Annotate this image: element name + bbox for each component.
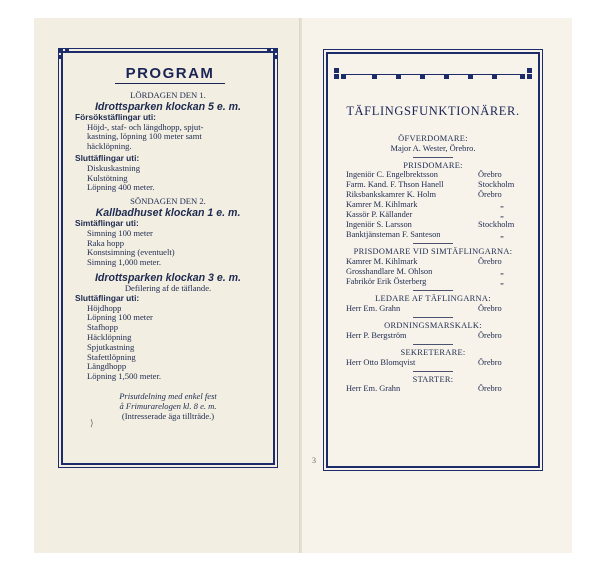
official-row [328, 180, 538, 190]
program-frame [61, 51, 275, 465]
official-name: Herr Em. Grahn [346, 384, 401, 394]
divider [413, 157, 453, 158]
final-2-item: Löpning 1,500 meter. [87, 371, 161, 382]
prelim-label: Försökstäflingar uti: [75, 111, 156, 122]
official-city: Örebro [478, 303, 502, 313]
official-row [328, 304, 538, 314]
official-row [328, 358, 538, 368]
official-name: Farm. Kand. F. Thson Hanell [346, 180, 444, 190]
official-city: „ [500, 200, 504, 210]
official-name: Kamrer M. Kihlmark [346, 200, 418, 210]
swim-item: Konstsimning (eventuelt) [87, 247, 175, 258]
final-2-item: Häcklöpning [87, 331, 132, 342]
officials-frame [326, 52, 540, 468]
officials-list [328, 134, 538, 394]
program-booklet [34, 18, 572, 553]
swim-item: Raka hopp [87, 237, 124, 248]
official-city: Örebro [478, 190, 502, 200]
program-content [63, 91, 273, 421]
official-name: Riksbankskamrer K. Holm [346, 190, 437, 200]
divider [413, 243, 453, 244]
official-city: Örebro [478, 357, 502, 367]
official-city: Stockholm [478, 180, 515, 190]
prelim-line: häcklöpning. [87, 141, 132, 152]
final-2-item: Löpning 100 meter [87, 312, 153, 323]
final-2-label: Sluttäflingar uti: [75, 292, 140, 303]
official-name: Kamrer M. Kihlmark [346, 257, 418, 267]
corner-ornament [59, 49, 75, 65]
final-2-item: Stafhopp [87, 322, 119, 333]
divider [413, 344, 453, 345]
footer-line: å Frimurarelogen kl. 8 e. m. [119, 400, 217, 411]
footer-line: (Intresserade äga tillträde.) [121, 410, 215, 421]
venue-3-heading: Idrottsparken klockan 3 e. m. [94, 271, 241, 284]
swim-label: Simtäflingar uti: [75, 217, 139, 228]
left-page [34, 18, 300, 553]
official-row [328, 220, 538, 230]
final-2-item: Spjutkastning [87, 341, 135, 352]
official-city: „ [500, 267, 504, 277]
parade-line: Defilering af de täflande. [124, 282, 212, 293]
prelim-line: Höjd-, staf- och längdhopp, spjut- [87, 121, 204, 132]
official-row [328, 170, 538, 180]
official-name: Herr P. Bergström [346, 330, 407, 340]
prelim-line: kastning, löpning 100 meter samt [87, 131, 202, 142]
role-heading: PRISDOMARE VID SIMTÄFLINGARNA: [353, 247, 513, 257]
official-row [328, 200, 538, 210]
officials-title: TÄFLINGSFUNKTIONÄRER. [346, 104, 520, 118]
final-1-item: Diskuskastning [87, 162, 140, 173]
official-row [328, 384, 538, 394]
official-row [328, 210, 538, 220]
official-name: Ingeniör S. Larsson [346, 220, 412, 230]
official-city: Örebro [478, 257, 502, 267]
final-2-item: Längdhopp [87, 361, 127, 372]
official-row [328, 190, 538, 200]
final-1-label: Sluttäflingar uti: [75, 152, 140, 163]
corner-ornament [261, 49, 277, 65]
role-heading: ÖFVERDOMARE: [398, 134, 468, 143]
pencil-mark: ⟩ [90, 418, 94, 428]
page-number: 3 [312, 456, 316, 465]
swim-item: Simning 100 meter [87, 227, 153, 238]
footer-line: Prisutdelning med enkel fest [119, 390, 217, 401]
official-name: Fabrikör Erik Österberg [346, 277, 427, 287]
official-name: Herr Otto Blomqvist [346, 357, 416, 367]
official-name: Herr Em. Grahn [346, 303, 401, 313]
official-city: Örebro [478, 384, 502, 394]
role-heading: PRISDOMARE: [403, 160, 463, 170]
role-heading: LEDARE AF TÄFLINGARNA: [375, 294, 491, 304]
final-1-item: Löpning 400 meter. [87, 182, 155, 193]
role-heading: SEKRETERARE: [400, 347, 466, 357]
official-row [328, 257, 538, 267]
official-name: Major A. Wester, Örebro. [390, 143, 476, 153]
official-row [328, 277, 538, 287]
day-1-heading: LÖRDAGEN DEN 1. [130, 90, 206, 100]
venue-1-heading: Idrottsparken klockan 5 e. m. [94, 100, 241, 113]
official-name: Grosshandlare M. Ohlson [346, 267, 433, 277]
official-row [328, 331, 538, 341]
final-1-item: Kulstötning [87, 172, 128, 183]
official-city: Örebro [478, 330, 502, 340]
divider [413, 290, 453, 291]
divider [413, 371, 453, 372]
day-2-heading: SÖNDAGEN DEN 2. [130, 196, 206, 207]
official-city: Stockholm [478, 220, 515, 230]
venue-2-heading: Kallbadhuset klockan 1 e. m. [95, 206, 241, 219]
official-city: Örebro [478, 170, 502, 180]
official-row [328, 267, 538, 277]
official-row [328, 230, 538, 240]
final-2-item: Höjdhopp [87, 302, 122, 313]
final-2-item: Stafettlöpning [87, 351, 136, 362]
official-name: Banktjänsteman F. Santeson [346, 230, 441, 240]
official-city: „ [500, 230, 504, 240]
right-page [302, 18, 572, 553]
official-name: Kassör P. Källander [346, 210, 413, 220]
role-heading: ORDNINGSMARSKALK: [384, 320, 482, 330]
program-title: PROGRAM [115, 65, 225, 84]
official-city: „ [500, 277, 504, 287]
ornament-border [334, 66, 532, 80]
official-name: Ingeniör C. Engelbrektsson [346, 170, 438, 180]
official-city: „ [500, 210, 504, 220]
swim-item: Simning 1,000 meter. [87, 257, 161, 268]
role-heading: STARTER: [412, 374, 454, 384]
divider [413, 317, 453, 318]
